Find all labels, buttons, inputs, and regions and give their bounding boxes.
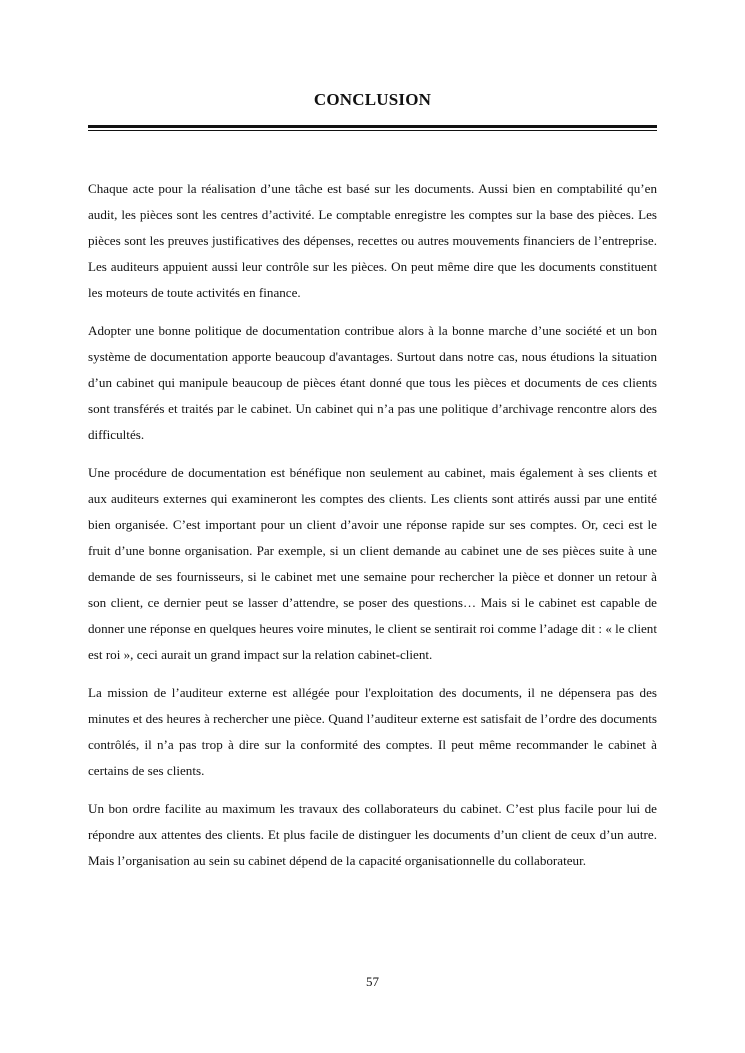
body-text (88, 176, 657, 886)
paragraph-4: La mission de l’auditeur externe est allégée pour l'exploitation des documents, il ne dépensera pas des minutes et des heures à rechercher une pièce. Quand l’auditeur externe est satisfait de l’ordre des documents contrôlés, il n’a pas trop à dire sur la conformité des comptes. Il peut même recommander le cabinet à certains de ses clients. (88, 685, 657, 778)
paragraph-1: Chaque acte pour la réalisation d’une tâche est basé sur les documents. Aussi bien en comptabilité qu’en audit, les pièces sont les centres d’activité. Le comptable enregistre les comptes sur la base des pièces. Les pièces sont les preuves justificatives des dépenses, recettes ou autres mouvements financiers de l’entreprise. Les auditeurs appuient aussi leur contrôle sur les pièces. On peut même dire que les documents constituent les moteurs de toute activités en finance. (88, 181, 657, 300)
title-underline-thin (88, 130, 657, 131)
title-underline-thick (88, 125, 657, 128)
page-title: CONCLUSION (313, 90, 432, 109)
paragraph-3: Une procédure de documentation est bénéfique non seulement au cabinet, mais également à ses clients et aux auditeurs externes qui examineront les comptes des clients. Les clients sont attirés aussi par une entité bien organisée. C’est important pour un client d’avoir une réponse rapide sur ses comptes. Or, ceci est le fruit d’une bonne organisation. Par exemple, si un client demande au cabinet une de ses pièces suite à une demande de ses fournisseurs, si le cabinet met une semaine pour rechercher la pièce et donner un retour à son client, ce dernier peut se lasser d’attendre, se poser des questions… Mais si le cabinet est capable de donner une réponse en quelques heures voire minutes, le client se sentirait roi comme l’adage dit : « le client est roi », ceci aurait un grand impact sur la relation cabinet-client. (88, 465, 657, 662)
paragraph-5: Un bon ordre facilite au maximum les travaux des collaborateurs du cabinet. C’est plus facile pour lui de répondre aux attentes des clients. Et plus facile de distinguer les documents d’un client de ceux d’un autre. Mais l’organisation au sein su cabinet dépend de la capacité organisationnelle du collaborateur. (88, 801, 657, 868)
page-number: 57 (366, 974, 379, 989)
paragraph-2: Adopter une bonne politique de documentation contribue alors à la bonne marche d’une société et un bon système de documentation apporte beaucoup d'avantages. Surtout dans notre cas, nous étudions la situation d’un cabinet qui manipule beaucoup de pièces étant donné que tous les pièces et documents de ces clients sont transférés et traités par le cabinet. Un cabinet qui n’a pas une politique d’archivage rencontre alors des difficultés. (88, 323, 657, 442)
